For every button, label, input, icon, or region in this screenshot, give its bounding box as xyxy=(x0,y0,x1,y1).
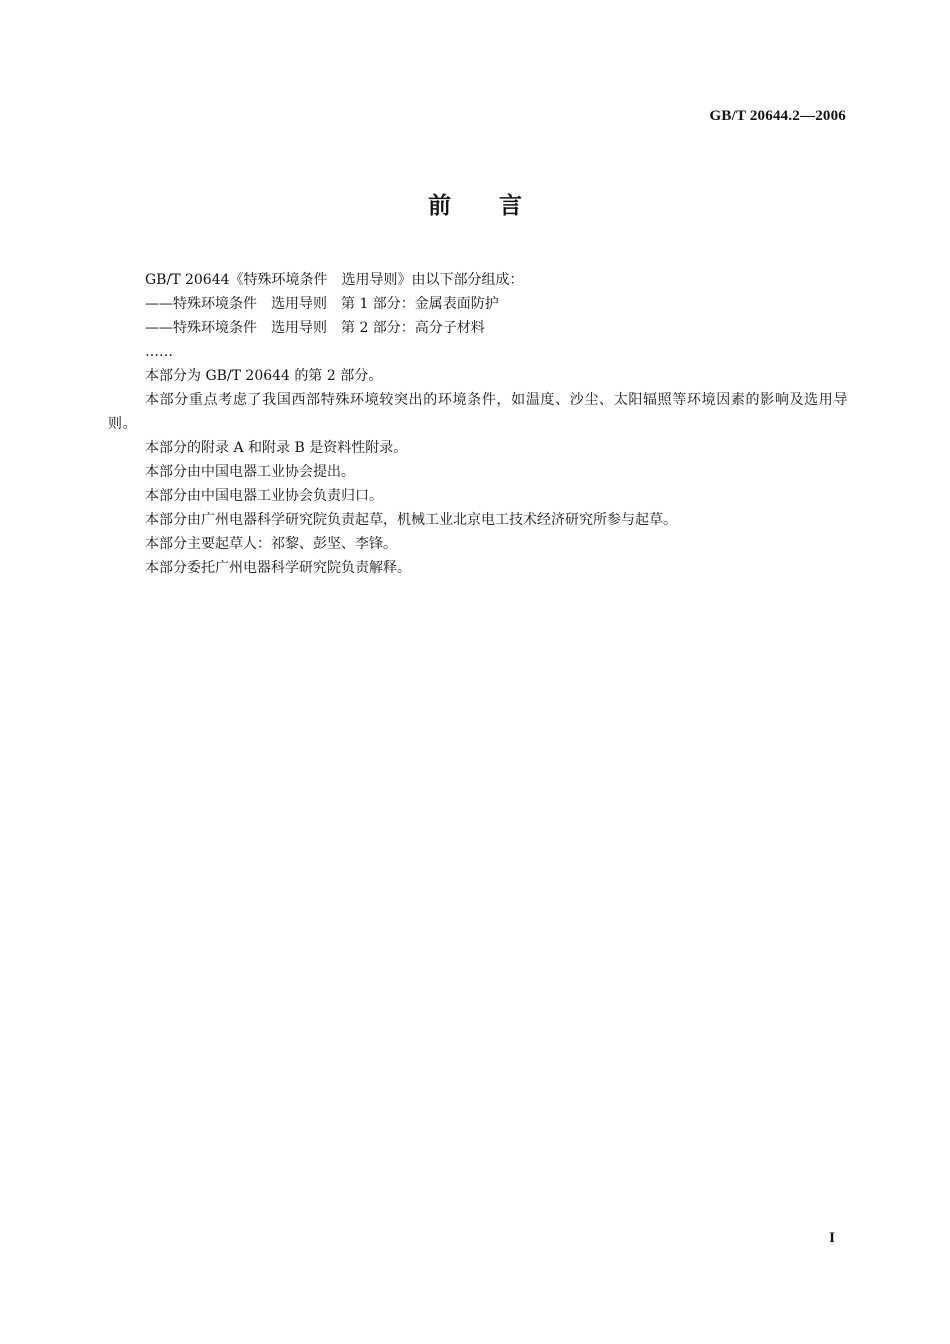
foreword-body xyxy=(108,268,848,580)
paragraph-annexes: 本部分的附录 A 和附录 B 是资料性附录。 xyxy=(145,440,408,456)
paragraph-drafted-by: 本部分由广州电器科学研究院负责起草，机械工业北京电工技术经济研究所参与起草。 xyxy=(145,512,677,528)
paragraph-composition: GB/T 20644《特殊环境条件 选用导则》由以下部分组成： xyxy=(145,272,524,288)
page-title: 前言 xyxy=(428,193,570,219)
list-ellipsis: …… xyxy=(145,344,173,360)
standard-code: GB/T 20644.2—2006 xyxy=(709,108,846,124)
page-number: I xyxy=(829,1230,835,1246)
list-item-part-1: ——特殊环境条件 选用导则 第 1 部分：金属表面防护 xyxy=(145,296,499,312)
paragraph-part-number: 本部分为 GB/T 20644 的第 2 部分。 xyxy=(145,368,383,384)
paragraph-drafters: 本部分主要起草人：祁黎、彭坚、李锋。 xyxy=(145,536,397,552)
list-item-part-2: ——特殊环境条件 选用导则 第 2 部分：高分子材料 xyxy=(145,320,485,336)
paragraph-interpretation: 本部分委托广州电器科学研究院负责解释。 xyxy=(145,560,411,576)
paragraph-proposed-by: 本部分由中国电器工业协会提出。 xyxy=(145,464,355,480)
paragraph-scope: 本部分重点考虑了我国西部特殊环境较突出的环境条件，如温度、沙尘、太阳辐照等环境因素的影响及选用导则。 xyxy=(108,392,848,432)
paragraph-centralized-by: 本部分由中国电器工业协会负责归口。 xyxy=(145,488,383,504)
